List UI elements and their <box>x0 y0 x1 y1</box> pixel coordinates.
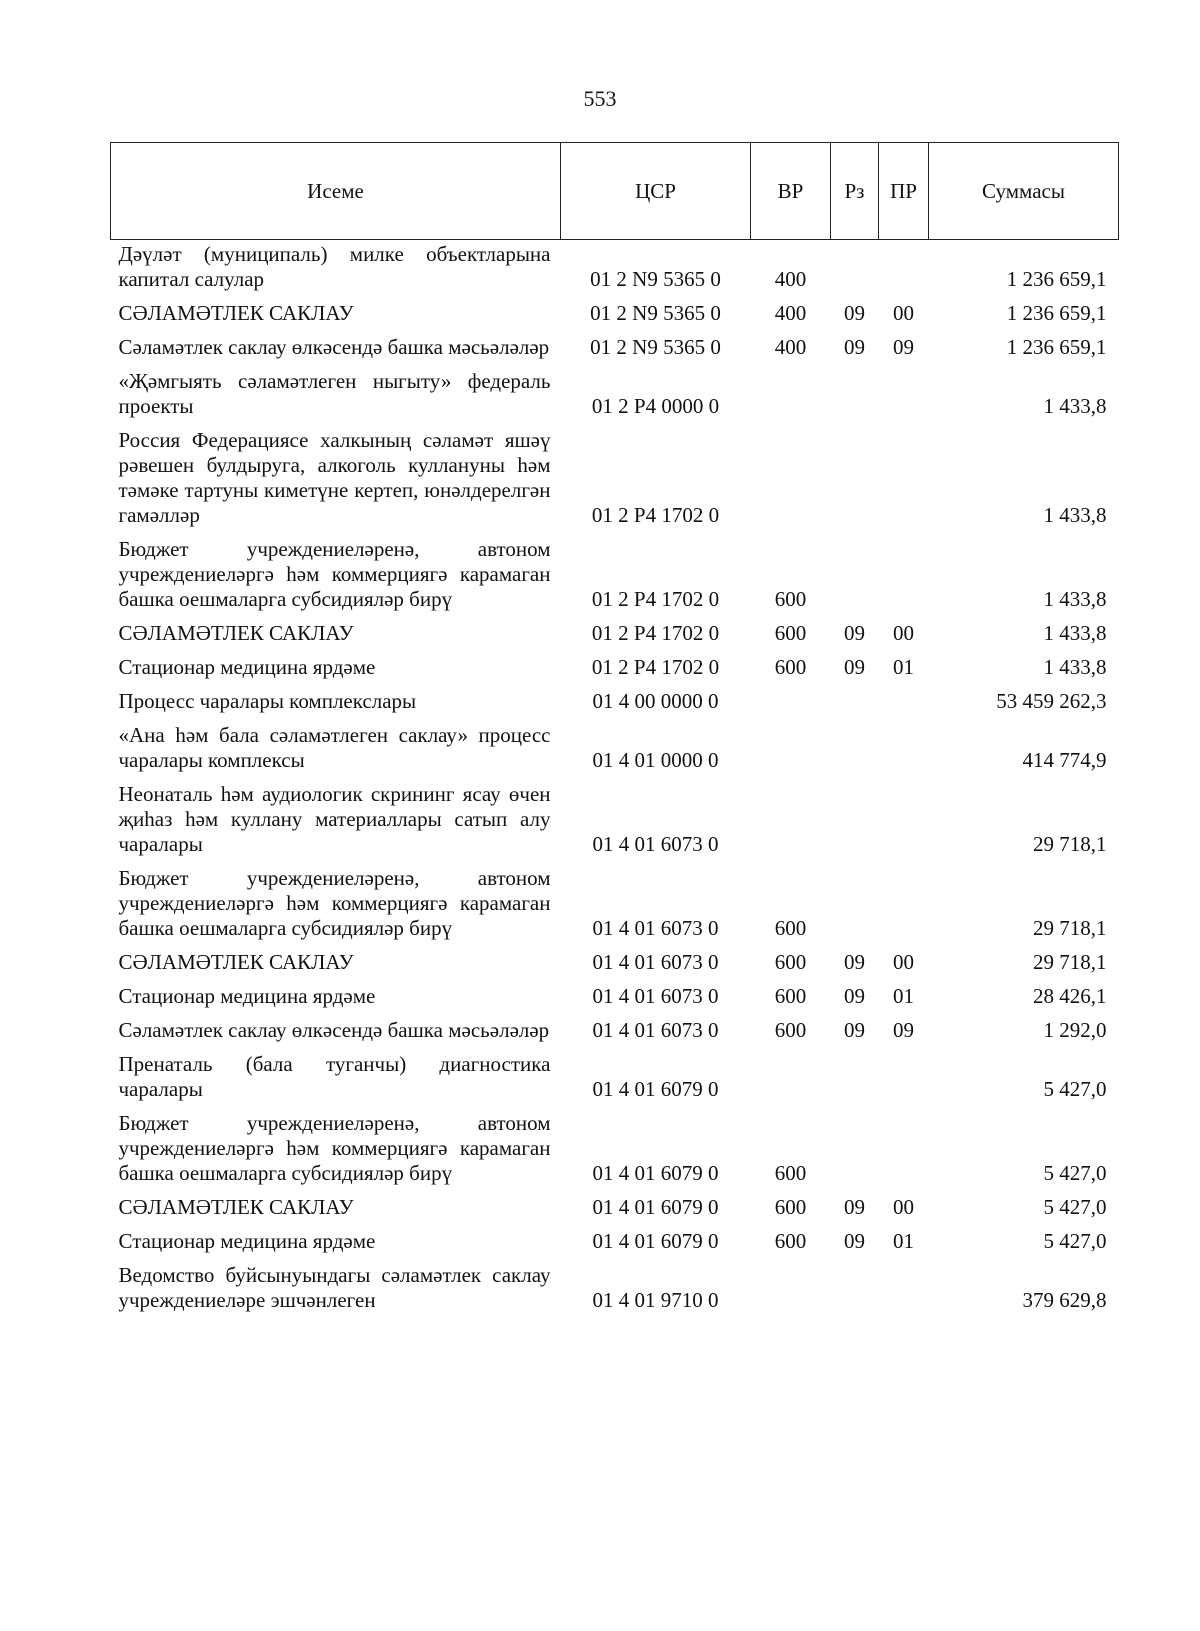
table-row <box>111 531 1119 615</box>
cell-name: СӘЛАМӘТЛЕК САКЛАУ <box>118 301 354 325</box>
cell-pr: 00 <box>893 950 914 974</box>
cell-vr: 600 <box>774 950 807 974</box>
cell-vr <box>751 1046 831 1105</box>
cell-pr: 00 <box>893 1195 914 1219</box>
header-csr: ЦСР <box>561 143 751 240</box>
cell-csr: 01 4 01 6073 0 <box>592 984 719 1008</box>
cell-csr: 01 2 P4 1702 0 <box>591 621 720 645</box>
cell-pr <box>879 1105 929 1189</box>
cell-rz <box>831 1046 879 1105</box>
cell-name: Бюджет учреждениеләренә, автоном учреждениеләргә һәм коммерциягә карамаган башка оешмаларга субсидияләр бирү <box>118 1111 551 1185</box>
cell-vr: 600 <box>774 1229 807 1253</box>
cell-rz: 09 <box>844 335 865 359</box>
cell-rz: 09 <box>844 984 865 1008</box>
table-body <box>111 240 1119 1317</box>
cell-rz <box>831 531 879 615</box>
cell-vr <box>751 422 831 531</box>
cell-pr <box>879 683 929 717</box>
table-row <box>111 1257 1119 1316</box>
cell-vr: 400 <box>774 267 807 291</box>
cell-name: Дәүләт (муниципаль) милке объектларына капитал салулар <box>118 242 551 291</box>
cell-pr: 01 <box>893 984 914 1008</box>
cell-csr: 01 2 P4 1702 0 <box>591 587 720 611</box>
cell-pr: 00 <box>893 621 914 645</box>
cell-sum: 29 718,1 <box>1033 832 1107 856</box>
cell-rz <box>831 422 879 531</box>
cell-csr: 01 2 P4 1702 0 <box>591 655 720 679</box>
table-row <box>111 240 1119 296</box>
cell-name: Стационар медицина ярдәме <box>118 655 376 679</box>
table-row <box>111 363 1119 422</box>
cell-sum: 1 236 659,1 <box>1006 335 1107 359</box>
cell-csr: 01 4 01 0000 0 <box>592 748 719 772</box>
cell-name: Ведомство буйсынуындагы сәламәтлек саклау учреждениеләре эшчәнлеген <box>118 1263 551 1312</box>
cell-vr <box>751 776 831 860</box>
cell-sum: 1 433,8 <box>1043 655 1107 679</box>
cell-csr: 01 4 01 6079 0 <box>592 1195 719 1219</box>
table-row <box>111 1046 1119 1105</box>
cell-sum: 5 427,0 <box>1043 1161 1107 1185</box>
cell-csr: 01 4 01 6073 0 <box>592 916 719 940</box>
cell-rz: 09 <box>844 1229 865 1253</box>
budget-table <box>110 142 1119 1316</box>
cell-vr: 600 <box>774 621 807 645</box>
cell-sum: 5 427,0 <box>1043 1229 1107 1253</box>
cell-name: Стационар медицина ярдәме <box>118 984 376 1008</box>
cell-pr: 09 <box>893 335 914 359</box>
cell-vr <box>751 717 831 776</box>
table-row <box>111 860 1119 944</box>
cell-vr: 600 <box>774 587 807 611</box>
table-row <box>111 649 1119 683</box>
cell-sum: 5 427,0 <box>1043 1195 1107 1219</box>
cell-rz <box>831 683 879 717</box>
table-row <box>111 1105 1119 1189</box>
table-row <box>111 422 1119 531</box>
cell-sum: 414 774,9 <box>1022 748 1107 772</box>
cell-pr <box>879 422 929 531</box>
cell-csr: 01 4 01 6079 0 <box>592 1077 719 1101</box>
cell-pr <box>879 363 929 422</box>
cell-name: Бюджет учреждениеләренә, автоном учреждениеләргә һәм коммерциягә карамаган башка оешмаларга субсидияләр бирү <box>118 866 551 940</box>
cell-sum: 1 433,8 <box>1043 587 1107 611</box>
table-row <box>111 776 1119 860</box>
cell-name: Россия Федерациясе халкының сәламәт яшәү рәвешен булдыруга, алкоголь куллануны һәм тәмәке тартуны киметүне кертеп, юнәлдерелгән гамәлләр <box>118 428 551 527</box>
cell-csr: 01 4 01 6073 0 <box>592 832 719 856</box>
table-row <box>111 1012 1119 1046</box>
cell-sum: 379 629,8 <box>1022 1288 1107 1312</box>
cell-vr: 600 <box>774 984 807 1008</box>
cell-rz <box>831 1257 879 1316</box>
header-name: Исеме <box>111 143 561 240</box>
cell-csr: 01 4 01 6079 0 <box>592 1229 719 1253</box>
cell-sum: 29 718,1 <box>1033 950 1107 974</box>
cell-rz <box>831 776 879 860</box>
cell-csr: 01 2 N9 5365 0 <box>590 301 721 325</box>
header-pr: ПР <box>879 143 929 240</box>
cell-pr: 09 <box>893 1018 914 1042</box>
cell-pr: 01 <box>893 655 914 679</box>
cell-rz: 09 <box>844 621 865 645</box>
cell-vr <box>751 363 831 422</box>
cell-csr: 01 2 P4 0000 0 <box>591 394 720 418</box>
cell-rz: 09 <box>844 1195 865 1219</box>
cell-csr: 01 4 01 6079 0 <box>592 1161 719 1185</box>
cell-sum: 29 718,1 <box>1033 916 1107 940</box>
cell-rz: 09 <box>844 1018 865 1042</box>
cell-csr: 01 4 01 6073 0 <box>592 950 719 974</box>
cell-sum: 1 433,8 <box>1043 503 1107 527</box>
table-header <box>111 143 1119 240</box>
cell-rz <box>831 860 879 944</box>
page-number: 553 <box>583 86 617 111</box>
cell-vr: 400 <box>774 335 807 359</box>
cell-name: СӘЛАМӘТЛЕК САКЛАУ <box>118 621 354 645</box>
cell-vr: 600 <box>774 1195 807 1219</box>
table-row <box>111 329 1119 363</box>
cell-sum: 5 427,0 <box>1043 1077 1107 1101</box>
cell-vr <box>751 683 831 717</box>
cell-vr: 400 <box>774 301 807 325</box>
cell-pr <box>879 860 929 944</box>
cell-name: Сәламәтлек саклау өлкәсендә башка мәсьәләләр <box>118 335 550 359</box>
cell-vr: 600 <box>774 655 807 679</box>
table-row <box>111 683 1119 717</box>
cell-name: Процесс чаралары комплекслары <box>118 689 417 713</box>
cell-name: Сәламәтлек саклау өлкәсендә башка мәсьәләләр <box>118 1018 550 1042</box>
cell-vr: 600 <box>774 1018 807 1042</box>
table-row <box>111 615 1119 649</box>
cell-rz <box>831 1105 879 1189</box>
cell-name: СӘЛАМӘТЛЕК САКЛАУ <box>118 950 354 974</box>
table-row <box>111 1223 1119 1257</box>
table-row <box>111 944 1119 978</box>
cell-pr <box>879 1046 929 1105</box>
cell-rz: 09 <box>844 301 865 325</box>
cell-csr: 01 4 01 6073 0 <box>592 1018 719 1042</box>
cell-rz: 09 <box>844 655 865 679</box>
cell-csr: 01 4 01 9710 0 <box>592 1288 719 1312</box>
cell-sum: 1 236 659,1 <box>1006 301 1107 325</box>
cell-csr: 01 2 N9 5365 0 <box>590 335 721 359</box>
cell-name: Пренаталь (бала туганчы) диагностика чаралары <box>118 1052 551 1101</box>
cell-csr: 01 2 N9 5365 0 <box>590 267 721 291</box>
cell-sum: 1 292,0 <box>1043 1018 1107 1042</box>
cell-pr <box>879 240 929 296</box>
cell-sum: 28 426,1 <box>1033 984 1107 1008</box>
table-row <box>111 295 1119 329</box>
table-row <box>111 1189 1119 1223</box>
cell-pr <box>879 531 929 615</box>
cell-name: Бюджет учреждениеләренә, автоном учреждениеләргә һәм коммерциягә карамаган башка оешмаларга субсидияләр бирү <box>118 537 551 611</box>
cell-vr: 600 <box>774 1161 807 1185</box>
header-sum: Суммасы <box>929 143 1119 240</box>
cell-rz <box>831 717 879 776</box>
cell-rz: 09 <box>844 950 865 974</box>
cell-rz <box>831 240 879 296</box>
cell-vr: 600 <box>774 916 807 940</box>
cell-sum: 1 433,8 <box>1043 621 1107 645</box>
cell-rz <box>831 363 879 422</box>
table-row <box>111 717 1119 776</box>
cell-csr: 01 2 P4 1702 0 <box>591 503 720 527</box>
header-vr: ВР <box>751 143 831 240</box>
cell-sum: 1 433,8 <box>1043 394 1107 418</box>
header-rz: Рз <box>831 143 879 240</box>
cell-pr: 00 <box>893 301 914 325</box>
cell-csr: 01 4 00 0000 0 <box>592 689 719 713</box>
cell-name: СӘЛАМӘТЛЕК САКЛАУ <box>118 1195 354 1219</box>
cell-name: Стационар медицина ярдәме <box>118 1229 376 1253</box>
cell-pr: 01 <box>893 1229 914 1253</box>
cell-name: Неонаталь һәм аудиологик скрининг ясау өчен җиһаз һәм куллану материаллары сатып алу чаралары <box>118 782 551 856</box>
cell-sum: 53 459 262,3 <box>996 689 1107 713</box>
cell-vr <box>751 1257 831 1316</box>
table-row <box>111 978 1119 1012</box>
cell-pr <box>879 1257 929 1316</box>
cell-name: «Җәмгыять сәламәтлеген ныгыту» федераль проекты <box>118 369 551 418</box>
cell-sum: 1 236 659,1 <box>1006 267 1107 291</box>
cell-name: «Ана һәм бала сәламәтлеген саклау» процесс чаралары комплексы <box>118 723 551 772</box>
cell-pr <box>879 717 929 776</box>
cell-pr <box>879 776 929 860</box>
